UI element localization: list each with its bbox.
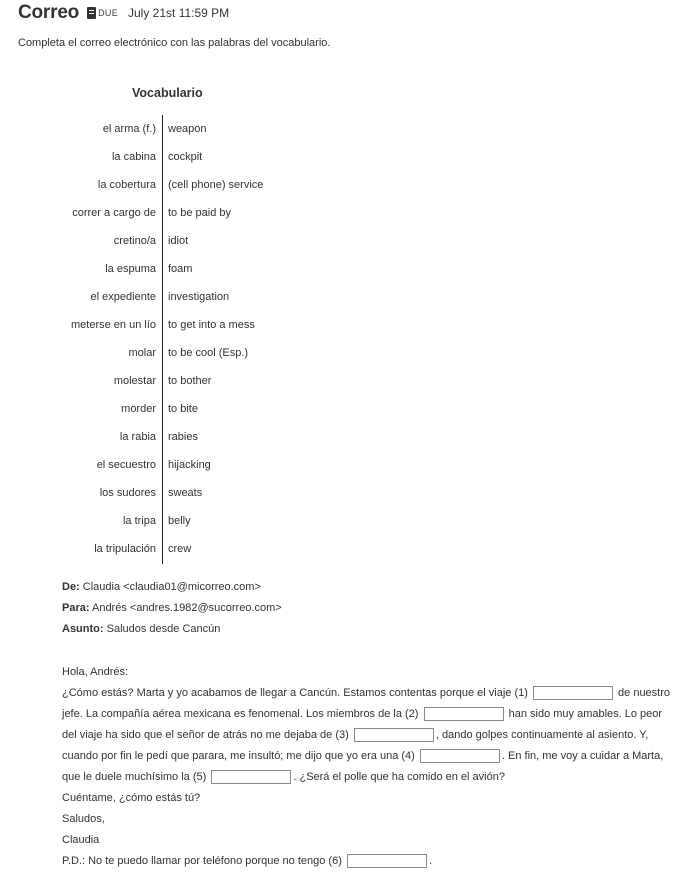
vocab-english: idiot [168,235,189,247]
vocab-english: crew [168,543,192,555]
body-text: P.D.: No te puedo llamar por teléfono porque no tengo (6) [62,855,342,867]
vocab-spanish: morder [121,403,156,415]
vocab-spanish: el secuestro [96,459,156,471]
vocab-spanish: el expediente [90,291,156,303]
due-date: July 21st 11:59 PM [128,6,230,20]
email-body [62,662,671,872]
email-to [62,602,282,614]
blank-input-3[interactable] [354,728,434,742]
from-label: De: [62,581,80,593]
to-label: Para: [62,602,90,614]
vocab-english: belly [168,515,191,527]
body-text: del viaje ha sido que el señor de atrás no me dejaba de (3) [62,729,349,741]
to-value: Andrés <andres.1982@sucorreo.com> [91,602,282,614]
vocab-english: rabies [168,431,198,443]
header [18,0,229,26]
vocab-row [18,171,318,199]
vocab-english: to bother [168,375,212,387]
blank-input-5[interactable] [211,770,291,784]
vocab-spanish: molestar [113,375,156,387]
vocab-spanish: los sudores [99,487,156,499]
body-text: . ¿Será el polle que ha comido en el avión? [293,771,505,783]
vocabulary-table [18,115,318,563]
blank-input-2[interactable] [424,707,504,721]
instructions: Completa el correo electrónico con las palabras del vocabulario. [18,37,331,49]
body-line-6: Cuéntame, ¿cómo estás tú? [62,792,201,804]
subject-label: Asunto: [62,623,104,635]
body-line-4 [62,746,662,767]
vocab-spanish: la espuma [105,263,156,275]
vocab-row [18,199,318,227]
email-subject [62,623,220,635]
body-line-5 [62,767,662,788]
body-line-7: Saludos, [62,813,105,825]
vocab-row [18,283,318,311]
vocab-spanish: la cabina [111,151,156,163]
body-line-8: Claudia [62,834,100,846]
vocab-row [18,115,318,143]
vocab-spanish: molar [128,347,156,359]
subject-value: Saludos desde Cancún [106,623,221,635]
email-from [62,581,261,593]
body-text: de nuestro [618,687,671,699]
vocab-row [18,255,318,283]
blank-input-1[interactable] [533,686,613,700]
vocab-row [18,451,318,479]
vocab-spanish: la cobertura [97,179,156,191]
body-text: han sido muy amables. Lo peor [508,708,663,720]
vocab-row [18,311,318,339]
vocab-english: to get into a mess [168,319,255,331]
page-title: Correo [18,2,80,23]
vocab-spanish: la rabia [119,431,156,443]
vocab-spanish: meterse en un lío [71,319,156,331]
vocab-spanish: la tripulación [94,543,156,555]
from-value: Claudia <claudia01@micorreo.com> [82,581,261,593]
due-label: DUE [98,8,118,18]
vocab-row [18,507,318,535]
vocab-english: foam [168,263,193,275]
body-text: cuando por fin le pedí que parara, me insultó; me dijo que yo era una (4) [62,750,415,762]
vocab-english: investigation [168,291,230,303]
body-line-3 [62,725,662,746]
vocab-english: cockpit [168,151,203,163]
vocab-row [18,535,318,563]
blank-input-6[interactable] [347,854,427,868]
vocab-english: to be cool (Esp.) [168,347,249,359]
body-line-9 [62,851,662,872]
vocab-row [18,395,318,423]
vocab-row [18,143,318,171]
vocab-row [18,479,318,507]
vocab-english: to bite [168,403,198,415]
vocab-spanish: la tripa [122,515,156,527]
body-line-2 [62,704,662,725]
body-text: , dando golpes continuamente al asiento. Y, [435,729,649,741]
body-text: que le duele muchísimo la (5) [62,771,207,783]
vocab-row [18,227,318,255]
body-text: ¿Cómo estás? Marta y yo acabamos de llegar a Cancún. Estamos contentas porque el viaje (1) [62,687,528,699]
vocabulary-title: Vocabulario [132,86,203,100]
vocab-english: (cell phone) service [168,179,264,191]
vocab-spanish: cretino/a [113,235,156,247]
calendar-icon [87,7,96,19]
vocab-english: hijacking [168,459,211,471]
vocab-spanish: correr a cargo de [72,207,156,219]
blank-input-4[interactable] [420,749,500,763]
body-line-1 [62,683,671,704]
vocab-english: sweats [168,487,203,499]
vocab-spanish: el arma (f.) [102,123,156,135]
vocab-row [18,423,318,451]
vocab-divider [162,115,163,564]
body-text: jefe. La compañía aérea mexicana es fenomenal. Los miembros de la (2) [62,708,419,720]
body-text: . En fin, me voy a cuidar a Marta, [501,750,664,762]
vocab-row [18,339,318,367]
vocab-row [18,367,318,395]
vocab-english: weapon [168,123,207,135]
greeting: Hola, Andrés: [62,666,129,678]
vocab-english: to be paid by [168,207,231,219]
body-text: . [428,855,432,867]
